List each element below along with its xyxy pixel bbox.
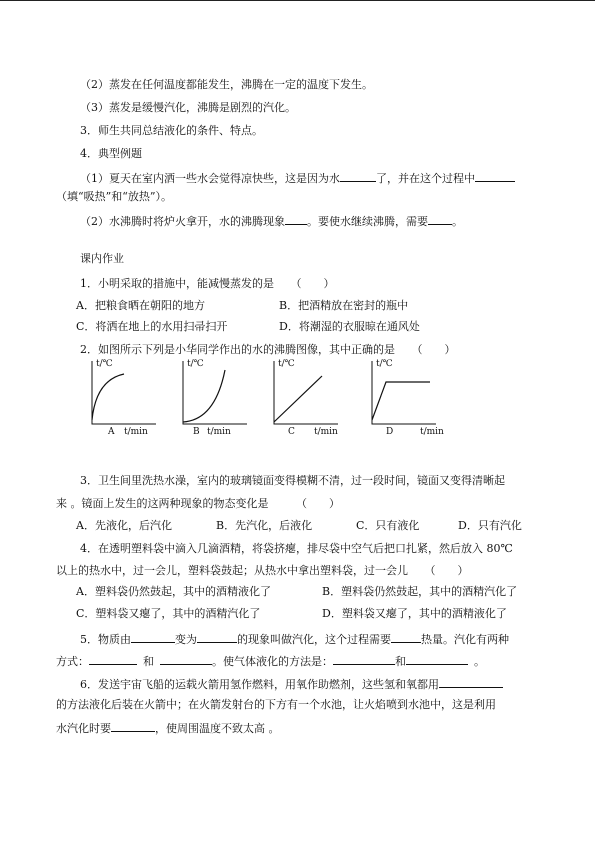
answer-blank[interactable]: [439, 676, 503, 688]
option-d[interactable]: D．塑料袋又瘪了，其中的酒精液化了: [322, 607, 507, 620]
answer-blank[interactable]: [428, 213, 452, 225]
graph-letter: C: [288, 427, 295, 437]
option-a[interactable]: A．把粮食晒在朝阳的地方: [76, 299, 205, 312]
question-1: 1．小明采取的措施中，能减慢蒸发的是 （ ）: [80, 277, 335, 290]
graph-a-svg: [84, 358, 164, 438]
graph-letter: B: [193, 427, 200, 437]
axes: [183, 361, 247, 424]
axes: [92, 361, 156, 424]
xlabel: t/min: [420, 427, 444, 437]
page-top-border: [0, 0, 595, 1]
option-a[interactable]: A．塑料袋仍然鼓起，其中的酒精液化了: [76, 585, 271, 598]
graph-b-svg: [175, 358, 255, 438]
graph-letter: A: [108, 427, 115, 437]
ylabel: t/℃: [278, 359, 295, 369]
graph-d-svg: [364, 358, 444, 438]
example-1-line: （1）夏天在室内洒一些水会觉得凉快些，这是因为水 了，并在这个过程中: [80, 170, 515, 186]
graph-a[interactable]: [84, 358, 164, 441]
option-c[interactable]: C．将洒在地上的水用扫帚扫开: [76, 320, 228, 333]
option-d[interactable]: D．将潮湿的衣服晾在通风处: [279, 320, 420, 333]
xlabel: t/min: [207, 427, 231, 437]
answer-blank[interactable]: [333, 653, 395, 665]
answer-blank[interactable]: [391, 631, 421, 643]
option-b[interactable]: B．塑料袋仍然鼓起，其中的酒精汽化了: [322, 585, 518, 598]
curve: [372, 382, 430, 420]
answer-blank[interactable]: [475, 170, 515, 182]
curve: [92, 374, 124, 420]
answer-blank[interactable]: [340, 170, 376, 182]
graph-d[interactable]: [364, 358, 444, 441]
answer-blank[interactable]: [131, 631, 175, 643]
text-line: 3．师生共同总结液化的条件、特点。: [80, 124, 263, 137]
question-4-line1: 4．在透明塑料袋中滴入几滴酒精，将袋挤瘪，排尽袋中空气后把口扎紧，然后放入 80℃: [80, 542, 513, 555]
section-heading: 课内作业: [80, 252, 124, 265]
option-b[interactable]: B．先汽化，后液化: [216, 519, 313, 532]
option-d[interactable]: D．只有汽化: [458, 519, 522, 532]
text-line: （2）蒸发在任何温度都能发生，沸腾在一定的温度下发生。: [80, 78, 373, 91]
xlabel: t/min: [124, 427, 148, 437]
ylabel: t/℃: [376, 359, 393, 369]
text-line: （填“吸热”和“放热”）。: [56, 190, 172, 203]
answer-blank[interactable]: [89, 653, 137, 665]
option-c[interactable]: C．塑料袋又瘪了，其中的酒精汽化了: [76, 607, 261, 620]
question-5-line2: 方式： 和 。使气体液化的方法是： 和 。: [56, 655, 485, 668]
question-5-line1: 5．物质由 变为 的现象叫做汽化，这个过程需要 热量。汽化有两种: [80, 633, 509, 646]
question-6-line3: 水汽化时要 ，使周围温度不致太高 。: [56, 722, 280, 735]
graph-b[interactable]: [175, 358, 255, 441]
section-heading: 4．典型例题: [80, 147, 142, 160]
ylabel: t/℃: [187, 359, 204, 369]
answer-blank[interactable]: [406, 653, 468, 665]
question-4-line2: 以上的热水中，过一会儿，塑料袋鼓起；从热水中拿出塑料袋，过一会儿 （ ）: [56, 564, 469, 577]
question-6-line1: 6．发送宇宙飞船的运载火箭用氢作燃料，用氧作助燃剂，这些氢和氧都用: [80, 676, 503, 692]
question-3-line1: 3．卫生间里洗热水澡，室内的玻璃镜面变得模糊不清，过一段时间，镜面又变得清晰起: [80, 474, 505, 487]
ylabel: t/℃: [96, 359, 113, 369]
axes: [274, 361, 338, 424]
question-2: 2．如图所示下列是小华同学作出的水的沸腾图像，其中正确的是 （ ）: [80, 343, 456, 356]
graph-letter: D: [386, 427, 394, 437]
xlabel: t/min: [314, 427, 338, 437]
graph-c[interactable]: [266, 358, 346, 441]
text-line: （3）蒸发是缓慢汽化，沸腾是剧烈的汽化。: [80, 101, 296, 114]
example-2-line: （2）水沸腾时将炉火拿开，水的沸腾现象 。要使水继续沸腾，需要 。: [80, 215, 463, 228]
question-3-line2: 来 。镜面上发生的这两种现象的物态变化是 （ ）: [56, 497, 340, 510]
option-c[interactable]: C．只有液化: [356, 519, 420, 532]
answer-blank[interactable]: [111, 720, 155, 732]
answer-blank[interactable]: [197, 631, 237, 643]
question-6-line2: 的方法液化后装在火箭中；在火箭发射台的下方有一个水池，让火焰喷到水池中，这是利用: [56, 698, 496, 711]
option-b[interactable]: B．把酒精放在密封的瓶中: [279, 299, 409, 312]
curve: [274, 376, 322, 422]
answer-blank[interactable]: [160, 653, 212, 665]
answer-blank[interactable]: [285, 213, 307, 225]
curve: [183, 370, 225, 422]
option-a[interactable]: A．先液化，后汽化: [76, 519, 172, 532]
graph-c-svg: [266, 358, 346, 438]
